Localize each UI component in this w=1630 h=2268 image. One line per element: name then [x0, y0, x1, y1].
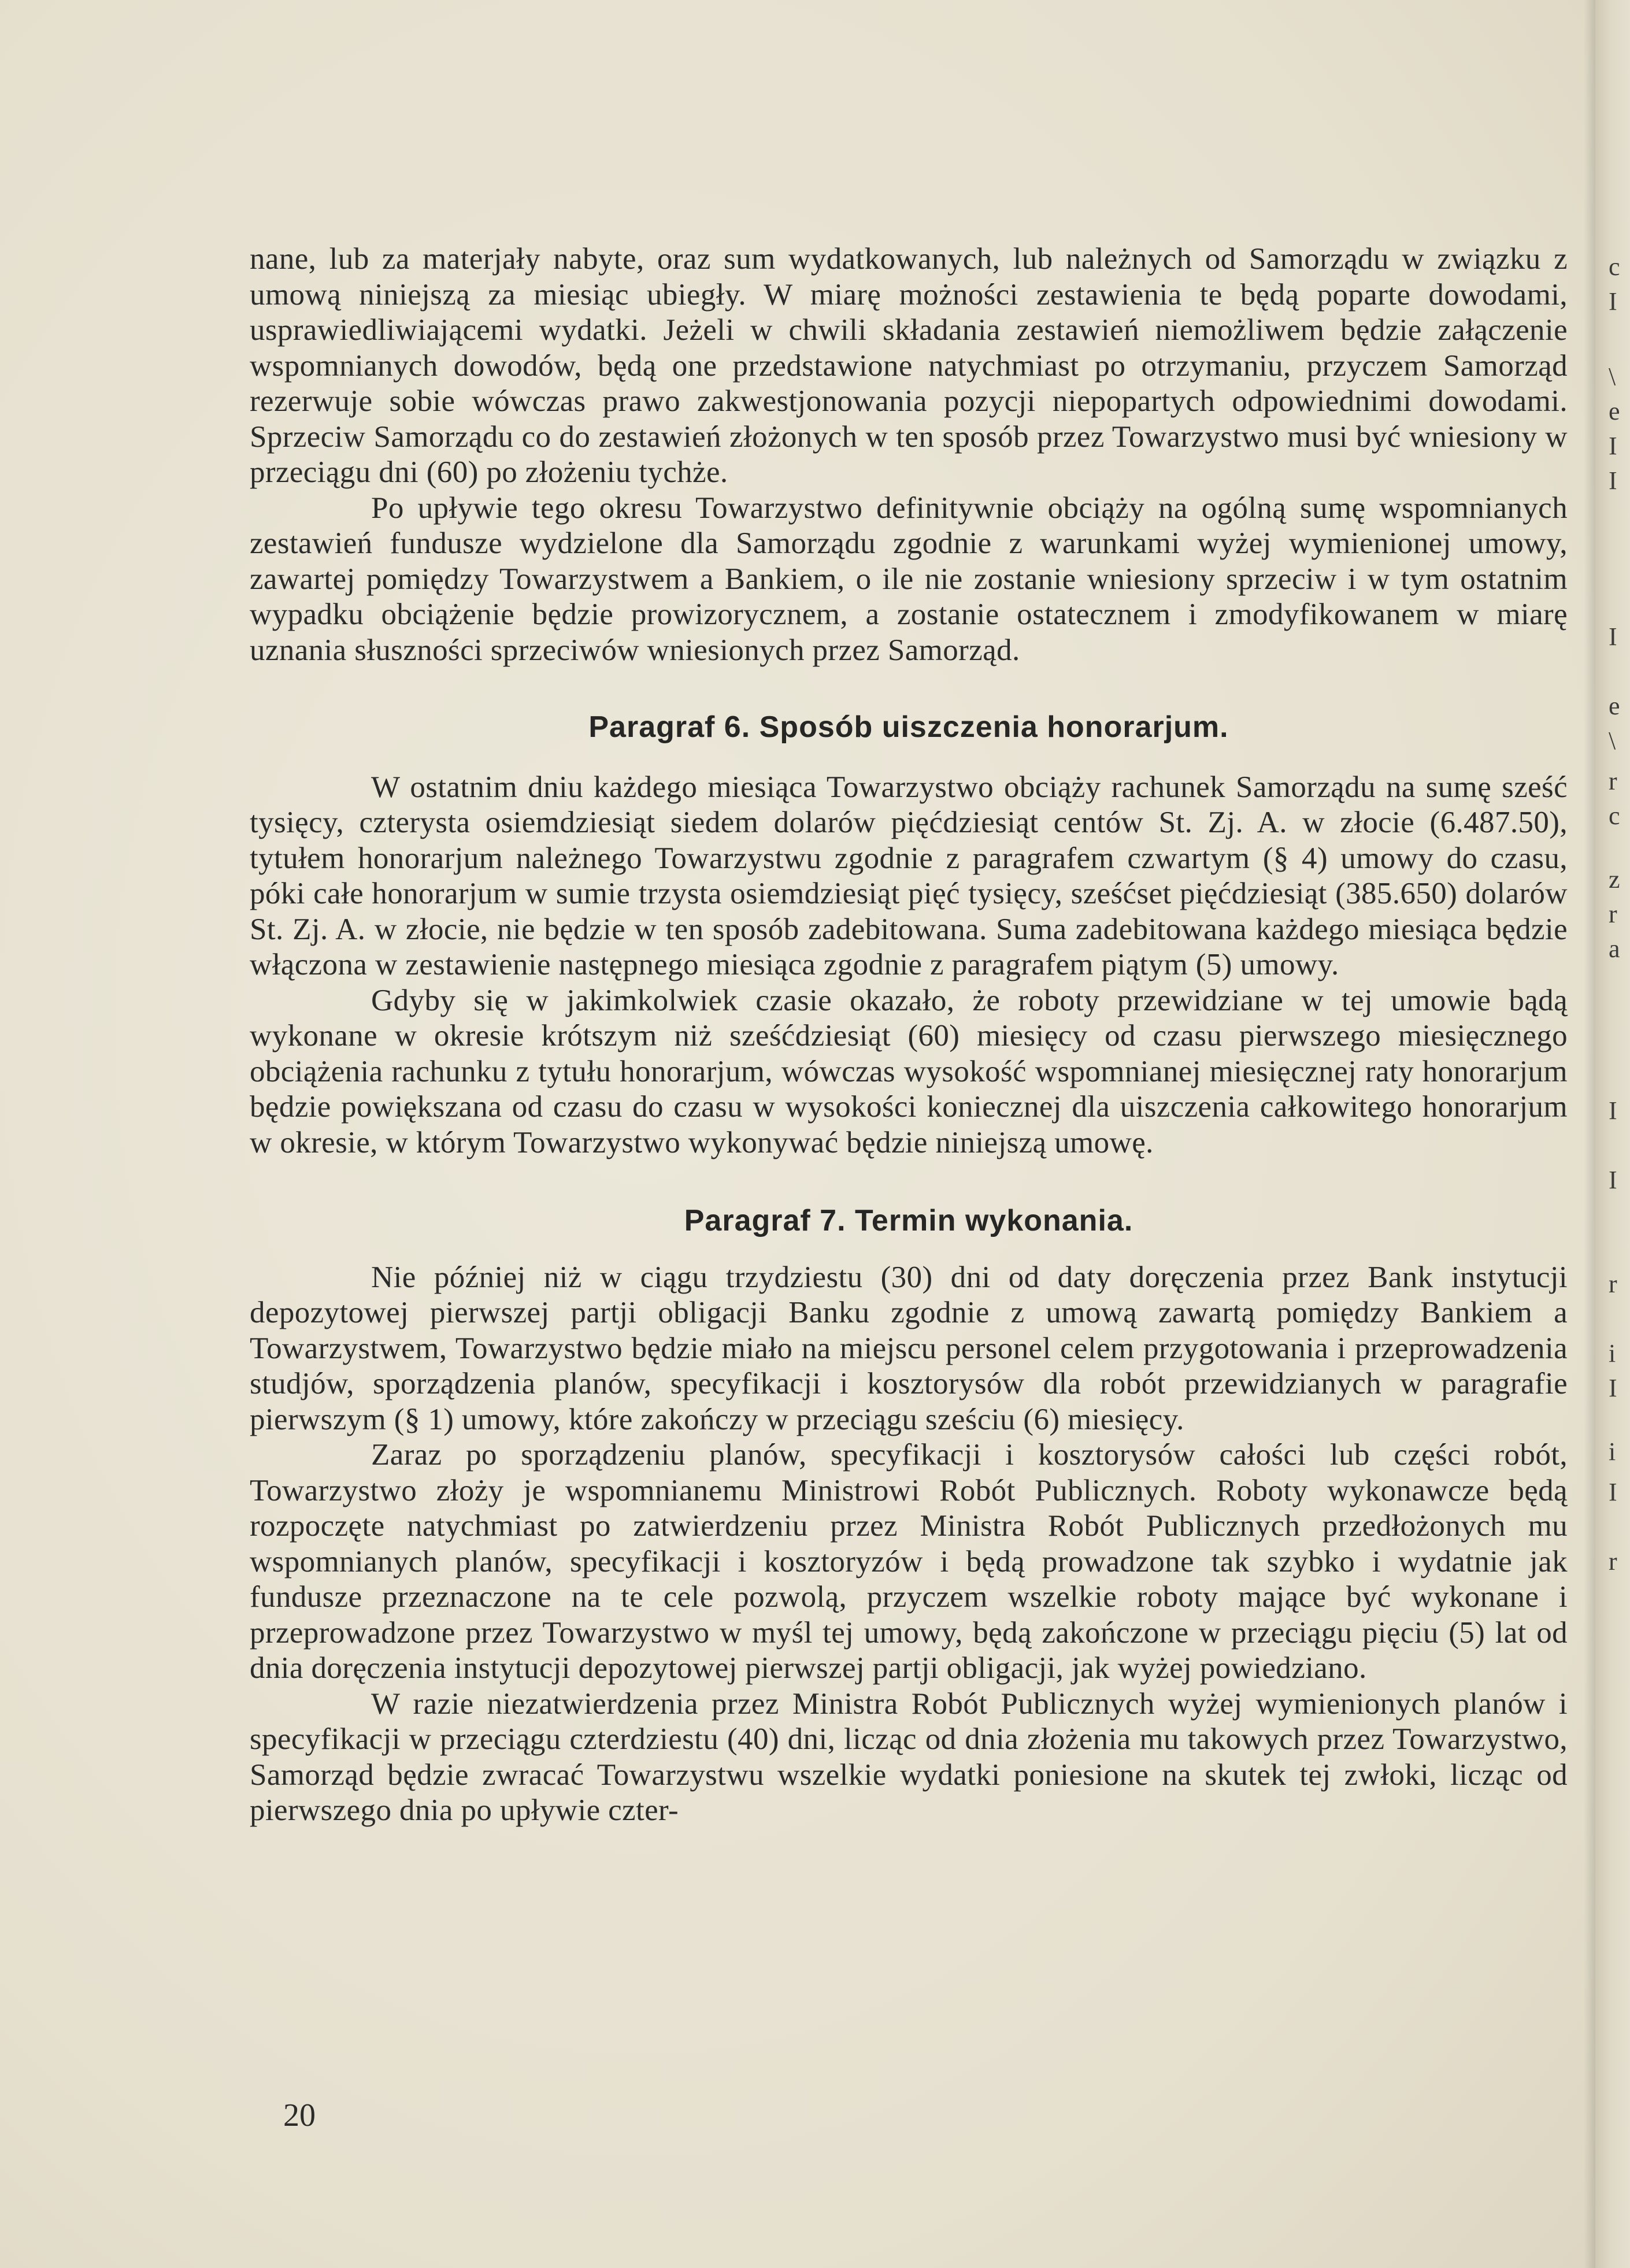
- paragraph: Gdyby się w jakimkolwiek czasie okazało, że roboty przewidziane w tej umowie bądą wykonane w okresie krótszym niż sześćdziesiąt (60) miesięcy od czasu pierwszego miesięcznego obciążenia rachunku z tytułu honorarjum, wówczas wysokość wspomnianej miesięcznej raty honorarjum będzie powiększana od czasu do czasu w wysokości koniecznej dla uiszczenia całkowitego honorarjum w okresie, w którym Towarzystwo wykonywać będzie niniejszą umowę.: [250, 983, 1568, 1159]
- paragraph: Zaraz po sporządzeniu planów, specyfikacji i kosztorysów całości lub części robót, Towarzystwo złoży je wspomnianemu Ministrowi Robót Publicznych. Roboty wykonawcze będą rozpoczęte natychmiast po zatwierdzeniu przez Ministra Robót Publicznych przedłożonych mu wspomnianych planów, specyfikacji i kosztoryzów i będą prowadzone tak szybko i wydatnie jak fundusze przeznaczone na te cele pozwolą, przyczem wszelkie roboty mające być wykonane i przeprowadzone przez Towarzystwo w myśl tej umowy, będą zakończone w przeciągu pięciu (5) lat od dnia doręczenia instytucji depozytowej pierwszej partji obligacji, jak wyżej powiedziano.: [250, 1438, 1568, 1685]
- section-heading-paragraf-7: Paragraf 7. Termin wykonania.: [684, 1204, 1133, 1237]
- margin-letter: I: [1609, 1478, 1617, 1506]
- paragraph: W razie niezatwierdzenia przez Ministra Robót Publicznych wyżej wymienionych planów i specyfikacji w przeciągu czterdziestu (40) dni, licząc od dnia złożenia mu takowych przez Towarzystwo, Samorząd będzie zwracać Towarzystwu wszelkie wydatki poniesione na skutek tej zwłoki, licząc od pierwszego dnia po upływie czter-: [250, 1687, 1568, 1827]
- body-text: [250, 242, 1568, 1829]
- paragraph: W ostatnim dniu każdego miesiąca Towarzystwo obciąży rachunek Samorządu na sumę sześć tysięcy, czterysta osiemdziesiąt siedem dolarów pięćdziesiąt centów St. Zj. A. w złocie (6.487.50), tytułem honorarjum należnego Towarzystwu zgodnie z paragrafem czwartym (§ 4) umowy do czasu, póki całe honorarjum w sumie trzysta osiemdziesiąt pięć tysięcy, sześćset pięćdziesiąt (385.650) dolarów St. Zj. A. w złocie, nie będzie w ten sposób zadebitowana. Suma zadebitowana każdego miesiąca będzie włączona w zestawienie następnego miesiąca zgodnie z paragrafem piątym (5) umowy.: [250, 770, 1568, 981]
- margin-letter: e: [1609, 397, 1620, 425]
- margin-letter: e: [1609, 692, 1620, 720]
- margin-letter: I: [1609, 1096, 1617, 1125]
- paragraph: Nie później niż w ciągu trzydziestu (30) dni od daty doręczenia przez Bank instytucji depozytowej pierwszej partji obligacji Banku zgodnie z umową zawartą pomiędzy Bankiem a Towarzystwem, Towarzystwo będzie miało na miejscu personel celem przygotowania i przeprowadzenia studjów, sporządzenia planów, specyfikacji i kosztorysów dla robót przewidzianych w paragrafie pierwszym (§ 1) umowy, które zakończy w przeciągu sześciu (6) miesięcy.: [250, 1260, 1568, 1436]
- margin-letter: a: [1609, 935, 1620, 963]
- margin-letter: r: [1609, 900, 1617, 928]
- margin-letter: I: [1609, 466, 1617, 495]
- margin-letter: I: [1609, 1374, 1617, 1402]
- margin-letter: I: [1609, 432, 1617, 460]
- margin-letter: I: [1609, 287, 1617, 316]
- margin-letter: \: [1609, 727, 1616, 755]
- margin-letter: I: [1609, 622, 1617, 651]
- margin-letter: r: [1609, 1547, 1617, 1576]
- margin-letter: i: [1609, 1437, 1616, 1466]
- page-number: 20: [283, 2097, 316, 2133]
- margin-letter: r: [1609, 1270, 1617, 1298]
- margin-letter: c: [1609, 253, 1620, 281]
- paragraph: Po upływie tego okresu Towarzystwo definitywnie obciąży na ogólną sumę wspomnianych zestawień fundusze wydzielone dla Samorządu zgodnie z warunkami wyżej wymienionej umowy, zawartej pomiędzy Towarzystwem a Bankiem, o ile nie zostanie wniesiony sprzeciw i w tym ostatnim wypadku obciążenie będzie prowizorycznem, a zostanie ostatecznem i zmodyfikowanem w miarę uznania słuszności sprzeciwów wniesionych przez Samorząd.: [250, 491, 1568, 667]
- margin-letter: i: [1609, 1339, 1616, 1368]
- paragraph-continuation: nane, lub za materjały nabyte, oraz sum wydatkowanych, lub należnych od Samorządu w związku z umową niniejszą za miesiąc ubiegły. W miarę możności zestawienia te będą poparte dowodami, usprawiedliwiającemi wydatki. Jeżeli w chwili składania zestawień niemożliwem będzie załączenie wspomnianych dowodów, będą one przedstawione natychmiast po otrzymaniu, przyczem Samorząd rezerwuje sobie wówczas prawo zakwestjonowania pozycji niepopartych odpowiednimi dowodami. Sprzeciw Samorządu co do zestawień złożonych w ten sposób przez Towarzystwo musi być wniesiony w przeciągu dni (60) po złożeniu tychże.: [250, 242, 1568, 489]
- margin-letter: r: [1609, 767, 1617, 795]
- margin-letter: I: [1609, 1166, 1617, 1194]
- margin-letter: \: [1609, 362, 1616, 391]
- adjacent-page-letters: [1604, 0, 1627, 2268]
- margin-letter: c: [1609, 802, 1620, 830]
- margin-letter: z: [1609, 865, 1620, 894]
- section-heading-paragraf-6: Paragraf 6. Sposób uiszczenia honorarjum.: [588, 710, 1229, 744]
